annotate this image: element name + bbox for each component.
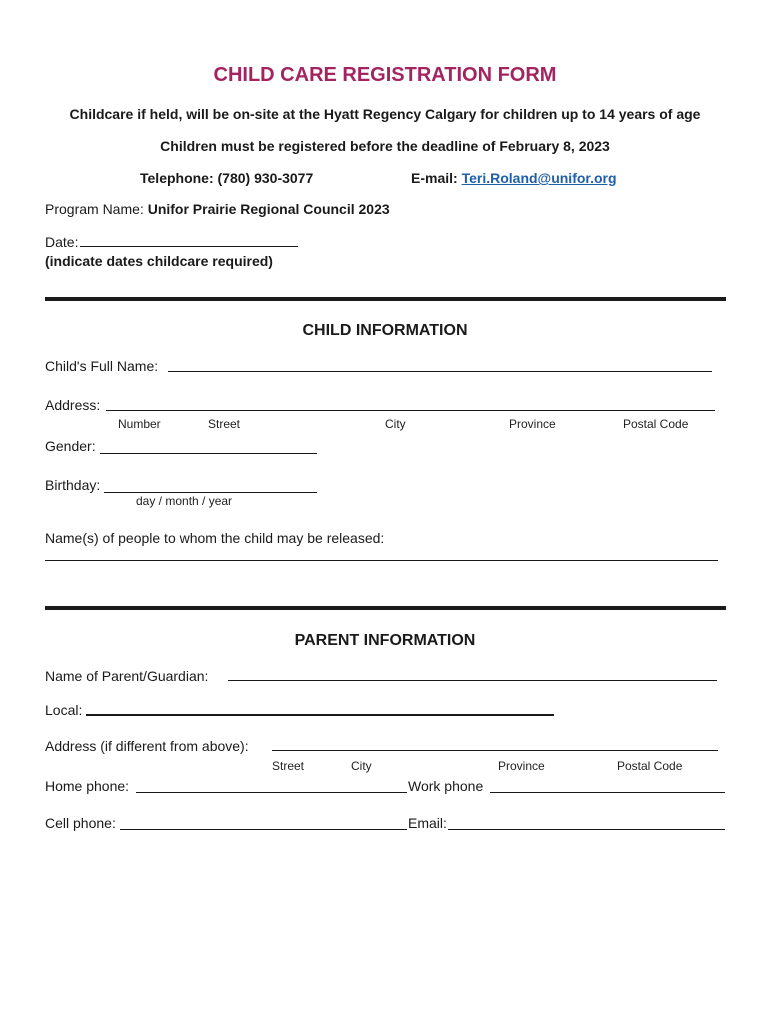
parent-address-label: Address (if different from above): (45, 738, 249, 754)
parent-name-field[interactable] (228, 680, 717, 681)
program-name-value: Unifor Prairie Regional Council 2023 (147, 201, 390, 217)
info-line-deadline: Children must be registered before the deadline of February 8, 2023 (160, 138, 610, 154)
section-divider-child (45, 297, 726, 301)
child-address-city-caption: City (385, 417, 406, 431)
child-gender-field[interactable] (100, 453, 317, 454)
program-name (45, 201, 390, 217)
child-full-name-label: Child's Full Name: (45, 358, 159, 374)
info-line-location: Childcare if held, will be on-site at the Hyatt Regency Calgary for children up to 14 years of age (69, 106, 701, 122)
parent-address-city-caption: City (351, 759, 372, 773)
home-phone-field[interactable] (136, 792, 407, 793)
child-address-postal-caption: Postal Code (623, 417, 689, 431)
form-title: CHILD CARE REGISTRATION FORM (213, 64, 557, 86)
parent-local-field[interactable] (86, 714, 554, 716)
child-address-number-caption: Number (118, 417, 161, 431)
cell-phone-label: Cell phone: (45, 815, 116, 831)
telephone-text: Telephone: (780) 930-3077 (140, 170, 314, 186)
child-birthday-label: Birthday: (45, 477, 101, 493)
parent-address-province-caption: Province (498, 759, 545, 773)
parent-local-label: Local: (45, 702, 83, 718)
child-address-street-caption: Street (208, 417, 241, 431)
child-full-name-field[interactable] (168, 371, 712, 372)
child-section-heading: CHILD INFORMATION (302, 322, 468, 339)
parent-name-label: Name of Parent/Guardian: (45, 668, 209, 684)
parent-email-label: Email: (408, 815, 447, 831)
parent-email-field[interactable] (448, 829, 725, 830)
parent-section-heading: PARENT INFORMATION (294, 632, 476, 649)
email-contact-label: E-mail: (411, 170, 462, 186)
date-field[interactable] (80, 246, 298, 247)
child-address-province-caption: Province (509, 417, 556, 431)
cell-phone-field[interactable] (120, 829, 407, 830)
work-phone-field[interactable] (490, 792, 725, 793)
date-note: (indicate dates childcare required) (45, 253, 273, 269)
parent-address-field[interactable] (272, 750, 718, 751)
work-phone-label: Work phone (408, 778, 484, 794)
child-birthday-field[interactable] (104, 492, 317, 493)
home-phone-label: Home phone: (45, 778, 130, 794)
parent-address-street-caption: Street (272, 759, 305, 773)
email-link[interactable]: Teri.Roland@unifor.org (461, 170, 617, 186)
release-names-label: Name(s) of people to whom the child may be released: (45, 530, 385, 546)
release-names-field[interactable] (45, 560, 718, 561)
child-gender-label: Gender: (45, 438, 96, 454)
section-divider-parent (45, 606, 726, 610)
child-address-label: Address: (45, 397, 101, 413)
email-contact (411, 170, 617, 186)
child-birthday-caption: day / month / year (136, 494, 233, 508)
date-label: Date: (45, 234, 79, 250)
parent-address-postal-caption: Postal Code (617, 759, 683, 773)
program-name-label: Program Name: (45, 201, 148, 217)
child-address-field[interactable] (106, 410, 715, 411)
